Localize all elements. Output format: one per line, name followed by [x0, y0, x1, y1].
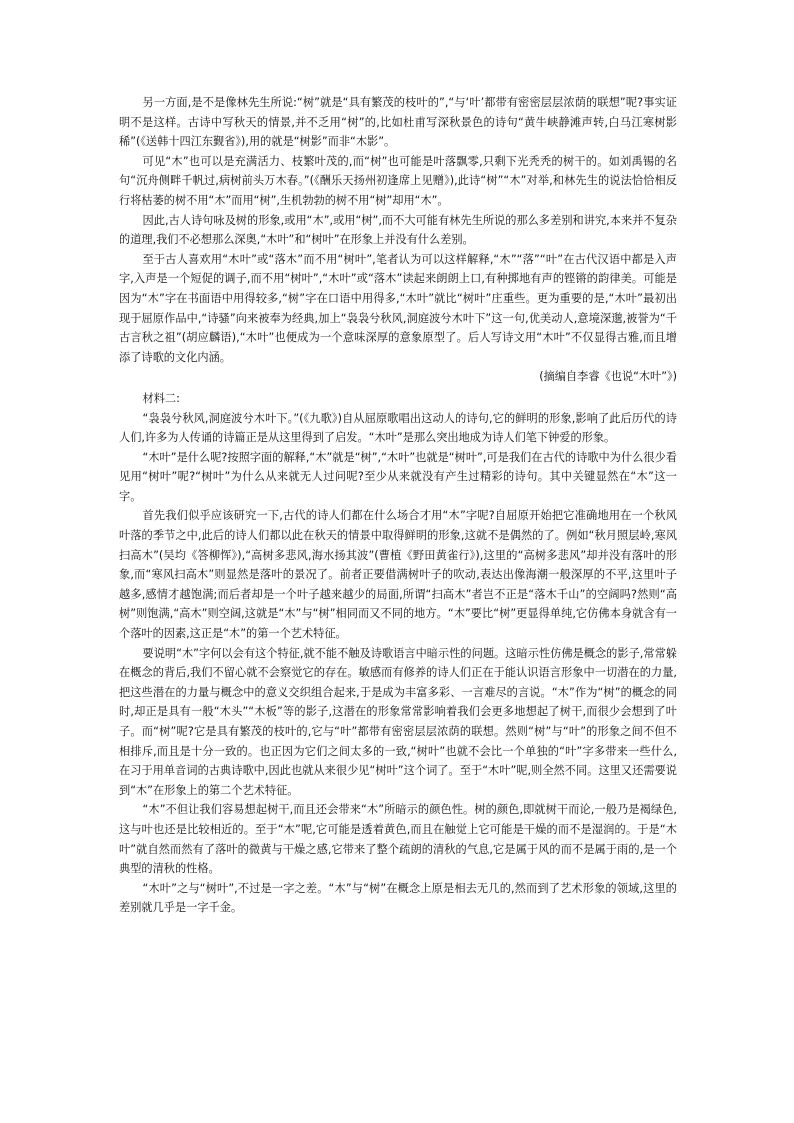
paragraph-7: 首先我们似乎应该研究一下,古代的诗人们都在什么场合才用“木”字呢?自屈原开始把它准确地用在一个秋风叶落的季节之中,此后的诗人们都以此在秋天的情景中取得鲜明的形象,这就不是偶然的了。例如“秋月照层岭,寒风扫高木”(吴均《答柳恽》),“高树多悲风,海水扬其波”(曹植《野田黄雀行》),这里的“高树多悲风”却并没有落叶的形象,而“寒风扫高木”则显然是落叶的景况了。前者正要借满树叶子的吹动,表达出像海潮一般深厚的不平,这里叶子越多,感情才越饱满;而后者却是一个叶子越来越少的局面,所谓“扫高木”者岂不正是“落木千山”的空阔吗?然则“高树”则饱满,“高木”则空阔,这就是“木”与“树”相同而又不同的地方。“木”要比“树”更显得单纯,它仿佛本身就含有一个落叶的因素,这正是“木”的第一个艺术特征。	[119, 509, 677, 641]
paragraph-8: 要说明“木”字何以会有这个特征,就不能不触及诗歌语言中暗示性的问题。这暗示性仿佛是概念的影子,常常躲在概念的背后,我们不留心就不会察觉它的存在。敏感而有修养的诗人们正在于能认识语言形象中一切潜在的力量,把这些潜在的力量与概念中的意义交织组合起来,于是成为丰富多彩、一言难尽的言说。“木”作为“树”的概念的同时,却正是具有一般“木头”“木板”等的影子,这潜在的形象常常影响着我们会更多地想起了树干,而很少会想到了叶子。而“树”呢?它是具有繁茂的枝叶的,它与“叶”都带有密密层层浓荫的联想。然则“树”与“叶”的形象之间不但不相排斥,而且是十分一致的。也正因为它们之间太多的一致,“树叶”也就不会比一个单独的“叶”字多带来一些什么,在习于用单音词的古典诗歌中,因此也就从来很少见“树叶”这个词了。至于“木叶”呢,则全然不同。这里又还需要说到“木”在形象上的第二个艺术特征。	[119, 646, 677, 797]
paragraph-1: 另一方面,是不是像林先生所说:“树”就是“具有繁茂的枝叶的”,“与‘叶’都带有密密层层浓荫的联想”呢?事实证明不是这样。古诗中写秋天的情景,并不乏用“树”的,比如杜甫写深秋景色的诗句“黄牛峡静滩声转,白马江寒树影稀”(《送韩十四江东觐省》),用的就是“树影”而非“木影”。	[119, 96, 677, 149]
paragraph-3: 因此,古人诗句咏及树的形象,或用“木”,或用“树”,而不大可能有林先生所说的那么多差别和讲究,本来并不复杂的道理,我们不必想那么深奥,“木叶”和“树叶”在形象上并没有什么差别。	[119, 213, 677, 247]
document-page	[119, 93, 677, 918]
paragraph-5: “袅袅兮秋风,洞庭波兮木叶下。”(《九歌》)自从屈原歌唱出这动人的诗句,它的鲜明的形象,影响了此后历代的诗人们,许多为人传诵的诗篇正是从这里得到了启发。“木叶”是那么突出地成为诗人们笔下钟爱的形象。	[119, 411, 677, 445]
paragraph-10: “木叶”之与“树叶”,不过是一字之差。“木”与“树”在概念上原是相去无几的,然而到了艺术形象的领域,这里的差别就几乎是一字千金。	[119, 881, 677, 915]
source-citation: (摘编自李睿《也说“木叶”》)	[539, 370, 677, 384]
material-two-heading: 材料二:	[142, 391, 180, 405]
paragraph-9: “木”不但让我们容易想起树干,而且还会带来“木”所暗示的颜色性。树的颜色,即就树干而论,一般乃是褐绿色,这与叶也还是比较相近的。至于“木”呢,它可能是透着黄色,而且在触觉上它可能是干燥的而不是湿润的。于是“木叶”就自然而然有了落叶的微黄与干燥之感,它带来了整个疏朗的清秋的气息,它是属于风的而不是属于雨的,是一个典型的清秋的性格。	[119, 803, 677, 876]
paragraph-2: 可见“木”也可以是充满活力、枝繁叶茂的,而“树”也可能是叶落飘零,只剩下光秃秃的树干的。如刘禹锡的名句“沉舟侧畔千帆过,病树前头万木春。”(《酬乐天扬州初逢席上见赠》),此诗“树”“木”对举,和林先生的说法恰恰相反行将枯萎的树不用“木”而用“树”,生机勃勃的树不用“树”却用“木”。	[119, 154, 677, 207]
paragraph-6: “木叶”是什么呢?按照字面的解释,“木”就是“树”,“木叶”也就是“树叶”,可是我们在古代的诗歌中为什么很少看见用“树叶”呢?“树叶”为什么从来就无人过问呢?至少从来就没有产生过精彩的诗句。其中关键显然在“木”这一字。	[119, 450, 677, 503]
paragraph-4: 至于古人喜欢用“木叶”或“落木”而不用“树叶”,笔者认为可以这样解释,“木”“落”“叶”在古代汉语中都是入声字,入声是一个短促的调子,而不用“树叶”,“木叶”或“落木”读起来朗朗上口,有种掷地有声的铿锵的韵律美。可能是因为“木”字在书面语中用得较多,“树”字在口语中用得多,“木叶”就比“树叶”庄重些。更为重要的是,“木叶”最初出现于屈原作品中,“诗骚”向来被奉为经典,加上“袅袅兮秋风,洞庭波兮木叶下”这一句,优美动人,意境深邈,被誉为“千古言秋之祖”(胡应麟语),“木叶”也便成为一个意味深厚的意象原型了。后人写诗文用“木叶”不仅显得古雅,而且增添了诗歌的文化内涵。	[119, 252, 677, 364]
